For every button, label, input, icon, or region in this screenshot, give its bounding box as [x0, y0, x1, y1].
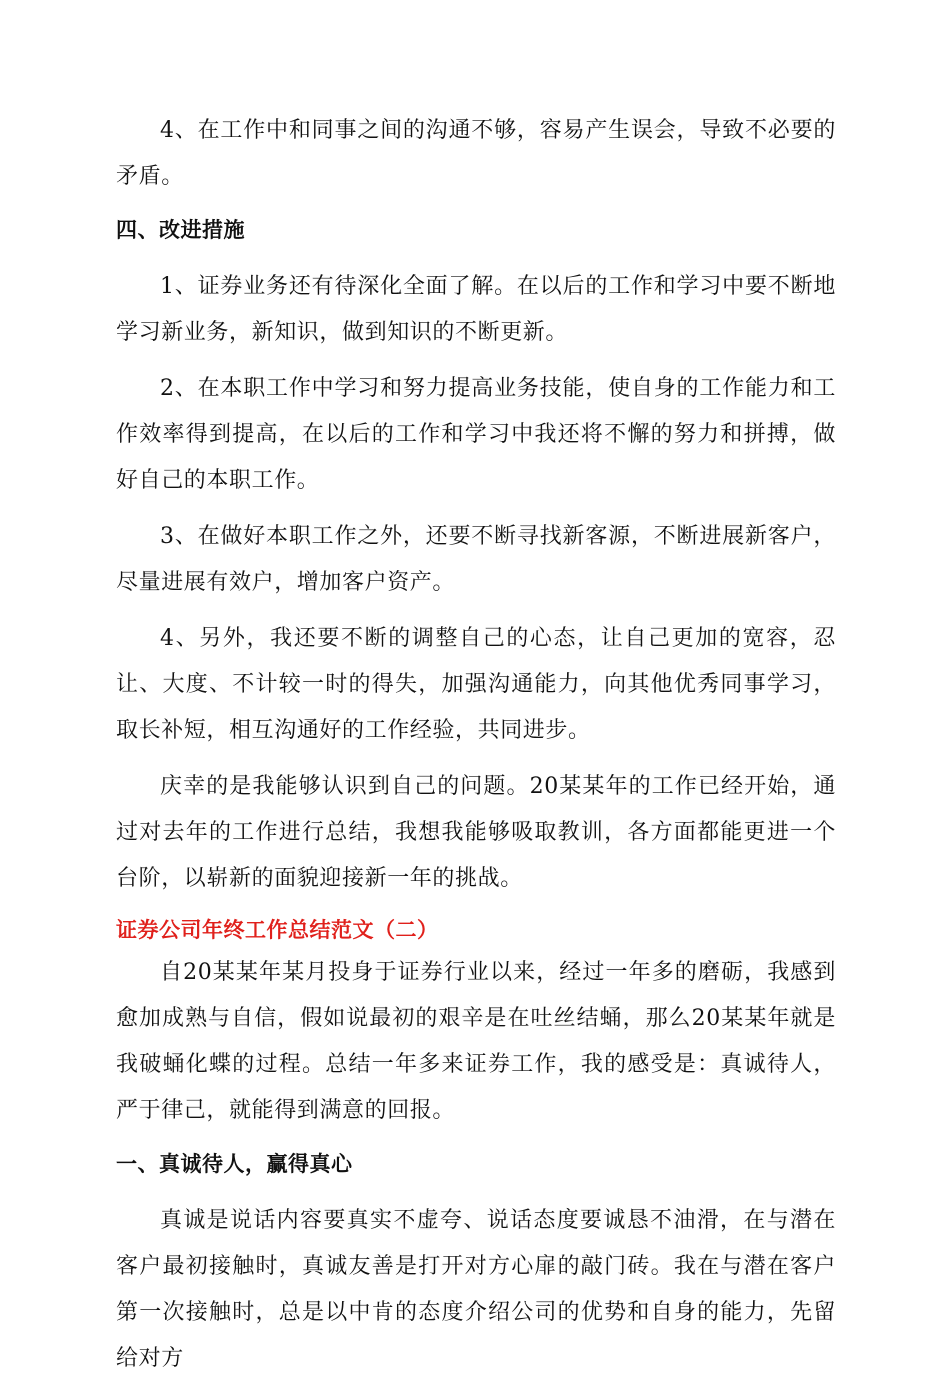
paragraph-measure-2: 2、在本职工作中学习和努力提高业务技能，使自身的工作能力和工作效率得到提高，在以后的工作和学习中我还将不懈的努力和拼搏，做好自己的本职工作。 [116, 376, 836, 493]
paragraph-communication-issue: 4、在工作中和同事之间的沟通不够，容易产生误会，导致不必要的矛盾。 [116, 118, 836, 189]
paragraph-measure-4: 4、另外，我还要不断的调整自己的心态，让自己更加的宽容，忍让、大度、不计较一时的得失，加强沟通能力，向其他优秀同事学习，取长补短，相互沟通好的工作经验，共同进步。 [116, 626, 836, 743]
paragraph-intro-two: 自20某某年某月投身于证券行业以来，经过一年多的磨砺，我感到愈加成熟与自信，假如说最初的艰辛是在吐丝结蛹，那么20某某年就是我破蛹化蝶的过程。总结一年多来证券工作，我的感受是：真诚待人，严于律己，就能得到满意的回报。 [116, 960, 836, 1123]
paragraph-sincerity: 真诚是说话内容要真实不虚夸、说话态度要诚恳不油滑，在与潜在客户最初接触时，真诚友善是打开对方心扉的敲门砖。我在与潜在客户第一次接触时，总是以中肯的态度介绍公司的优势和自身的能力，先留给对方 [116, 1208, 836, 1371]
section-title-two: 证券公司年终工作总结范文（二） [116, 918, 439, 942]
document-body [116, 108, 836, 1392]
paragraph-measure-3: 3、在做好本职工作之外，还要不断寻找新客源，不断进展新客户，尽量进展有效户，增加客户资产。 [116, 524, 836, 595]
heading-improvement-measures: 四、改进措施 [116, 218, 245, 242]
heading-sincerity: 一、真诚待人，赢得真心 [116, 1152, 353, 1176]
paragraph-conclusion: 庆幸的是我能够认识到自己的问题。20某某年的工作已经开始，通过对去年的工作进行总结，我想我能够吸取教训，各方面都能更进一个台阶，以崭新的面貌迎接新一年的挑战。 [116, 774, 836, 891]
paragraph-measure-1: 1、证券业务还有待深化全面了解。在以后的工作和学习中要不断地学习新业务，新知识，做到知识的不断更新。 [116, 274, 836, 345]
